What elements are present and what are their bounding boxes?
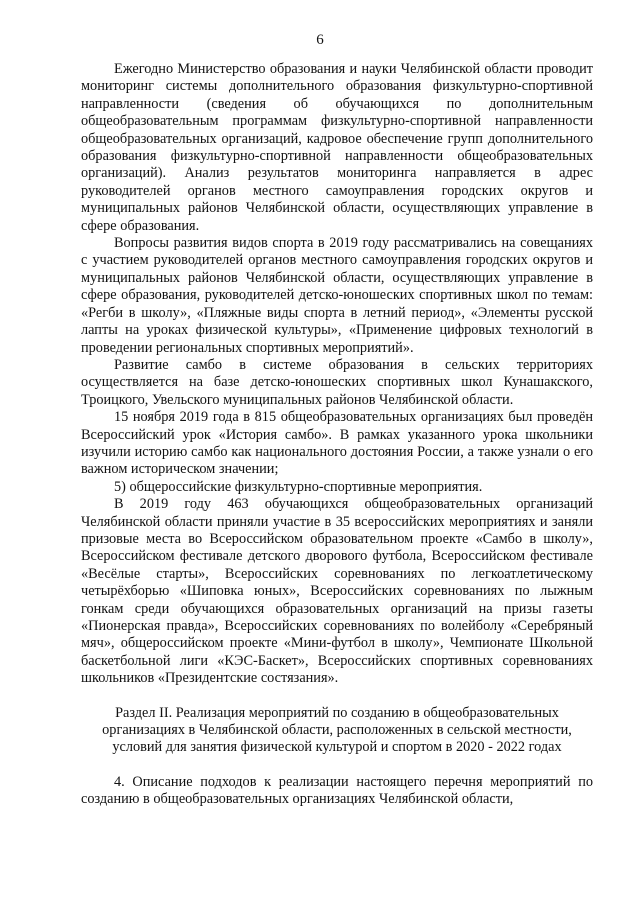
document-body (81, 61, 593, 809)
paragraph-sambo-development: Развитие самбо в системе образования в сельских территориях осуществляется на базе детско-юношеских спортивных школ Кунашакского, Троицкого, Увельского муниципальных районов Челябинской области. (81, 356, 593, 408)
section-heading: Раздел II. Реализация мероприятий по созданию в общеобразовательных организациях в Челябинской области, расположенных в сельской местности, условий для занятия физической культурой и спортом в 2020 - 2022 годах (102, 704, 572, 756)
paragraph-approaches: 4. Описание подходов к реализации настоящего перечня мероприятий по созданию в общеобразовательных организациях Челябинской области, (81, 773, 593, 808)
paragraph-competitions: В 2019 году 463 обучающихся общеобразовательных организаций Челябинской области приняли участие в 35 всероссийских мероприятиях и заняли призовые места во Всероссийском образовательном проекте «Самбо в школу», Всероссийском фестивале детского дворового футбола, Всероссийском фестивале «Весёлые старты», Всероссийских соревнованиях по легкоатлетическому четырёхборью «Шиповка юных», Всероссийских соревнованиях по лыжным гонкам среди обучающихся образовательных организаций на призы газеты «Пионерская правда», Всероссийских соревнованиях по волейболу «Серебряный мяч», общероссийском проекте «Мини-футбол в школу», Чемпионате Школьной баскетбольной лиги «КЭС-Баскет», Всероссийских спортивных соревнованиях школьников «Президентские состязания». (81, 496, 593, 687)
paragraph-sambo-lesson: 15 ноября 2019 года в 815 общеобразовательных организациях был проведён Всероссийский урок «История самбо». В рамках указанного урока школьники изучили историю самбо как национального достояния России, а также узнали о его важном историческом значении; (81, 409, 593, 478)
page-number: 6 (316, 32, 324, 48)
paragraph-monitoring: Ежегодно Министерство образования и науки Челябинской области проводит мониторинг системы дополнительного образования физкультурно-спортивной направленности (сведения об обучающихся по дополнительным общеобразовательным программам физкультурно-спортивной направленности общеобразовательных организаций, кадровое обеспечение групп дополнительного образования физкультурно-спортивной направленности общеобразовательных организаций). Анализ результатов мониторинга направляется в адрес руководителей органов местного самоуправления городских округов и муниципальных районов Челябинской области, осуществляющих управление в сфере образования. (81, 61, 593, 234)
paragraph-list-item-5: 5) общероссийские физкультурно-спортивные мероприятия. (114, 478, 483, 495)
paragraph-sports-development: Вопросы развития видов спорта в 2019 году рассматривались на совещаниях с участием руководителей органов местного самоуправления городских округов и муниципальных районов Челябинской области, осуществляющих управление в сфере образования, руководителей детско-юношеских спортивных школ по темам: «Регби в школу», «Пляжные виды спорта в летний период», «Элементы русской лапты на уроках физической культуры», «Применение цифровых технологий в проведении региональных спортивных мероприятий». (81, 235, 593, 356)
